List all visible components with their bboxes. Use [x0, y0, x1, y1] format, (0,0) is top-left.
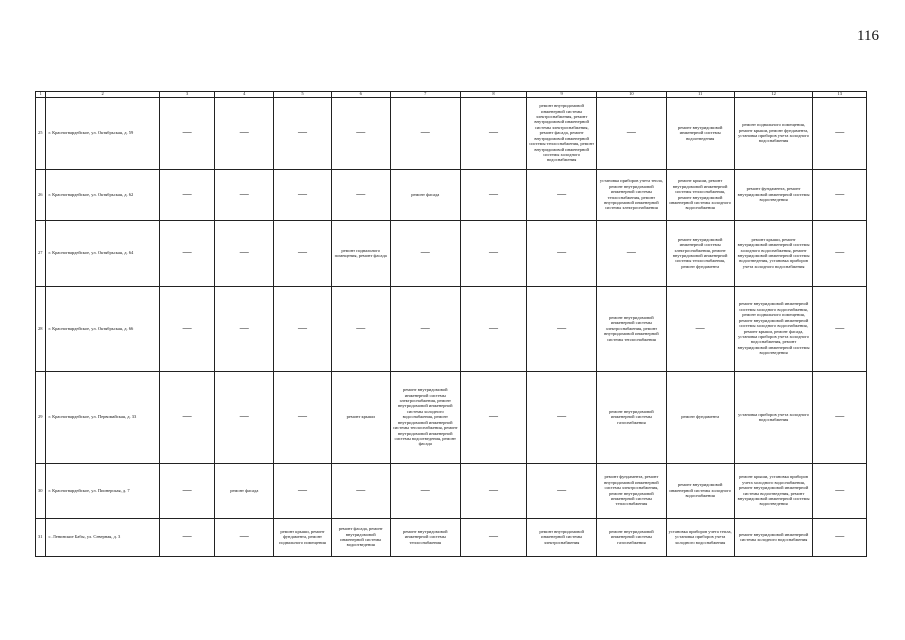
empty-dash-cell: —	[390, 463, 460, 518]
empty-dash-cell: —	[331, 463, 390, 518]
work-type-cell: ремонт внутридомовой инженерной системы электроснабжения	[527, 518, 597, 556]
empty-dash-cell: —	[215, 169, 274, 220]
work-type-cell: ремонт внутридомовой инженерной системы электроснабжения, ремонт внутридомовой инженерной системы теплоснабжения, ремонт фундамента	[666, 220, 734, 286]
header-cell: 3	[159, 92, 215, 98]
work-type-cell: ремонт фасада	[390, 169, 460, 220]
empty-dash-cell: —	[813, 463, 867, 518]
work-type-cell: ремонт внутридомовой инженерной системы холодного водоснабжения, ремонт подвального помещения, ремонт внутридомовой инженерной системы холодного водоснабжения, ремонт крыши, ремонт фасада, установка приборов учета холодного водоснабжения, ремонт внутридомовой инженерной системы водоотведения	[734, 286, 813, 371]
empty-dash-cell: —	[274, 169, 332, 220]
header-cell: 7	[390, 92, 460, 98]
empty-dash-cell: —	[159, 286, 215, 371]
work-type-cell: ремонт внутридомовой инженерной системы газоснабжения	[597, 371, 666, 463]
work-type-cell: установка приборов учета холодного водоснабжения	[734, 371, 813, 463]
work-type-cell: ремонт крыши, установка приборов учета холодного водоснабжения, ремонт внутридомовой инженерной системы водоотведения, ремонт внутридомовой инженерной системы водоотведения	[734, 463, 813, 518]
empty-dash-cell: —	[597, 220, 666, 286]
page-number: 116	[857, 28, 879, 44]
address-cell: г. Красногвардейское, ул. Октябрьская, д. 66	[46, 286, 159, 371]
empty-dash-cell: —	[527, 371, 597, 463]
work-type-cell: ремонт внутридомовой инженерной системы электроснабжения, ремонт внутридомовой инженерной системы теплоснабжения	[597, 286, 666, 371]
empty-dash-cell: —	[460, 518, 526, 556]
header-cell: 8	[460, 92, 526, 98]
empty-dash-cell: —	[331, 286, 390, 371]
address-cell: г. Красногвардейское, ул. Первомайская, д. 33	[46, 371, 159, 463]
empty-dash-cell: —	[215, 97, 274, 169]
row-number: 28	[36, 286, 46, 371]
empty-dash-cell: —	[390, 97, 460, 169]
empty-dash-cell: —	[813, 371, 867, 463]
work-type-cell: ремонт внутридомовой инженерной системы водоотведения	[666, 97, 734, 169]
empty-dash-cell: —	[215, 220, 274, 286]
empty-dash-cell: —	[813, 169, 867, 220]
row-number: 31	[36, 518, 46, 556]
empty-dash-cell: —	[527, 286, 597, 371]
row-number: 27	[36, 220, 46, 286]
empty-dash-cell: —	[813, 220, 867, 286]
empty-dash-cell: —	[215, 286, 274, 371]
header-cell: 13	[813, 92, 867, 98]
work-type-cell: ремонт внутридомовой инженерной системы электроснабжения, ремонт внутридомовой инженерной системы электроснабжения, ремонт фасада, ремонт внутридомовой инженерной системы теплоснабжения, ремонт внутридомовой инженерной системы холодного водоснабжения	[527, 97, 597, 169]
header-cell: 5	[274, 92, 332, 98]
empty-dash-cell: —	[274, 371, 332, 463]
work-type-cell: ремонт внутридомовой инженерной системы холодного водоснабжения	[666, 463, 734, 518]
work-type-cell: ремонт внутридомовой инженерной системы теплоснабжения	[390, 518, 460, 556]
empty-dash-cell: —	[597, 97, 666, 169]
empty-dash-cell: —	[527, 463, 597, 518]
work-type-cell: ремонт фундамента, ремонт внутридомовой инженерной системы водоотведения	[734, 169, 813, 220]
empty-dash-cell: —	[274, 286, 332, 371]
address-cell: г. Красногвардейское, ул. Пионерская, д. 7	[46, 463, 159, 518]
empty-dash-cell: —	[159, 169, 215, 220]
empty-dash-cell: —	[215, 518, 274, 556]
work-type-cell: ремонт крыши, ремонт фундамента, ремонт подвального помещения	[274, 518, 332, 556]
work-type-cell: ремонт крыши, ремонт внутридомовой инженерной системы теплоснабжения, ремонт внутридомовой инженерной системы холодного водоснабжения	[666, 169, 734, 220]
address-cell: с. Ленинские Бабы, ул. Северная, д. 3	[46, 518, 159, 556]
empty-dash-cell: —	[527, 169, 597, 220]
empty-dash-cell: —	[274, 463, 332, 518]
work-type-cell: ремонт крыши, ремонт внутридомовой инженерной системы холодного водоснабжения, ремонт внутридомовой инженерной системы водоотведения, установка приборов учета холодного водоснабжения	[734, 220, 813, 286]
row-number: 29	[36, 371, 46, 463]
empty-dash-cell: —	[274, 97, 332, 169]
table-row	[36, 220, 867, 286]
address-cell: г. Красногвардейское, ул. Октябрьская, д. 62	[46, 169, 159, 220]
empty-dash-cell: —	[527, 220, 597, 286]
header-cell: 11	[666, 92, 734, 98]
row-number: 25	[36, 97, 46, 169]
header-cell: 4	[215, 92, 274, 98]
address-cell: г. Красногвардейское, ул. Октябрьская, д. 64	[46, 220, 159, 286]
empty-dash-cell: —	[460, 286, 526, 371]
empty-dash-cell: —	[813, 518, 867, 556]
empty-dash-cell: —	[331, 97, 390, 169]
work-type-cell: установка приборов учета тепла, установка приборов учета холодного водоснабжения	[666, 518, 734, 556]
empty-dash-cell: —	[460, 97, 526, 169]
empty-dash-cell: —	[390, 286, 460, 371]
empty-dash-cell: —	[666, 286, 734, 371]
work-type-cell: ремонт подвального помещения, ремонт фасада	[331, 220, 390, 286]
header-cell: 1	[36, 92, 46, 98]
table-row	[36, 463, 867, 518]
empty-dash-cell: —	[159, 97, 215, 169]
work-type-cell: ремонт подвального помещения, ремонт крыши, ремонт фундамента, установка приборов учета холодного водоснабжения	[734, 97, 813, 169]
work-type-cell: ремонт внутридомовой инженерной системы электроснабжения, ремонт внутридомовой инженерной системы холодного водоснабжения, ремонт внутридомовой инженерной системы теплоснабжения, ремонт внутридомовой инженерной системы водоотведения, ремонт фасада	[390, 371, 460, 463]
table-body	[36, 92, 867, 557]
work-type-cell: ремонт внутридомовой инженерной системы газоснабжения	[597, 518, 666, 556]
work-type-cell: ремонт фасада, ремонт внутридомовой инженерной системы водоотведения	[331, 518, 390, 556]
header-cell: 2	[46, 92, 159, 98]
repair-schedule-table	[35, 91, 867, 557]
row-number: 30	[36, 463, 46, 518]
empty-dash-cell: —	[159, 463, 215, 518]
work-type-cell: ремонт фундамента, ремонт внутридомовой инженерной системы электроснабжения, ремонт внутридомовой инженерной системы теплоснабжения	[597, 463, 666, 518]
work-type-cell: ремонт внутридомовой инженерной системы холодного водоснабжения	[734, 518, 813, 556]
empty-dash-cell: —	[460, 463, 526, 518]
work-type-cell: установка приборов учета тепла, ремонт внутридомовой инженерной системы теплоснабжения, ремонт внутридомовой инженерной системы электроснабжения	[597, 169, 666, 220]
header-cell: 9	[527, 92, 597, 98]
address-cell: г. Красногвардейское, ул. Октябрьская, д. 59	[46, 97, 159, 169]
empty-dash-cell: —	[159, 220, 215, 286]
table-row	[36, 371, 867, 463]
table-row	[36, 286, 867, 371]
header-cell: 6	[331, 92, 390, 98]
table-row	[36, 518, 867, 556]
empty-dash-cell: —	[274, 220, 332, 286]
work-type-cell: ремонт фундамента	[666, 371, 734, 463]
work-type-cell: ремонт крыши	[331, 371, 390, 463]
empty-dash-cell: —	[215, 371, 274, 463]
header-cell: 10	[597, 92, 666, 98]
empty-dash-cell: —	[159, 371, 215, 463]
table-row	[36, 97, 867, 169]
empty-dash-cell: —	[460, 220, 526, 286]
empty-dash-cell: —	[460, 371, 526, 463]
table-row	[36, 169, 867, 220]
empty-dash-cell: —	[331, 169, 390, 220]
empty-dash-cell: —	[813, 286, 867, 371]
empty-dash-cell: —	[460, 169, 526, 220]
empty-dash-cell: —	[159, 518, 215, 556]
header-cell: 12	[734, 92, 813, 98]
empty-dash-cell: —	[813, 97, 867, 169]
empty-dash-cell: —	[390, 220, 460, 286]
row-number: 26	[36, 169, 46, 220]
work-type-cell: ремонт фасада	[215, 463, 274, 518]
